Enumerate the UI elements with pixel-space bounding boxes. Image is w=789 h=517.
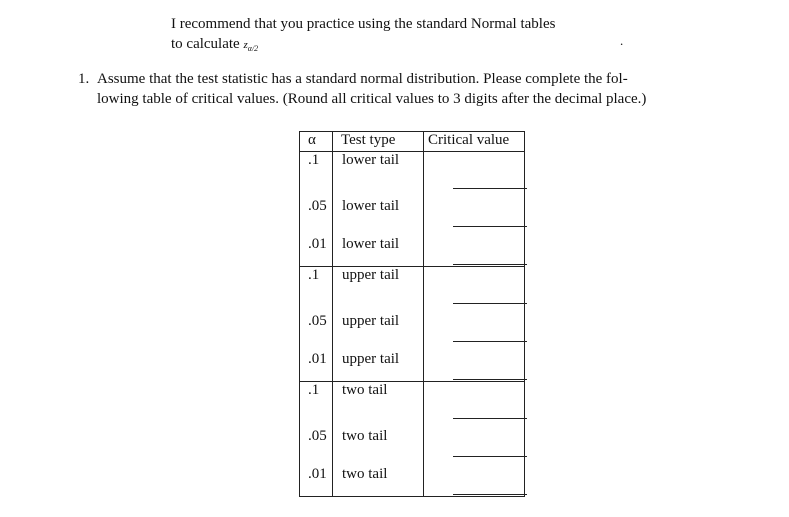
table-header-row	[300, 132, 525, 152]
row-critical-value[interactable]	[424, 382, 525, 421]
row-alpha: .05	[300, 305, 333, 343]
row-test-type: upper tail	[342, 267, 400, 283]
row-test-type: lower tail	[342, 152, 400, 168]
question-number: 1.	[78, 71, 90, 87]
table-row	[300, 458, 525, 497]
row-alpha: .01	[300, 343, 333, 382]
table-row	[300, 152, 525, 191]
row-alpha: .01	[300, 228, 333, 267]
row-alpha: .1	[300, 382, 333, 421]
row-test-type: two tail	[333, 458, 424, 497]
answer-blank[interactable]	[453, 188, 527, 189]
row-alpha: .01	[300, 458, 333, 497]
answer-blank[interactable]	[453, 264, 527, 265]
row-test-type: upper tail	[333, 343, 424, 382]
critical-values-table	[299, 131, 525, 497]
table-row	[300, 382, 525, 421]
table-row	[300, 267, 525, 306]
intro-line-1: I recommend that you practice using the standard Normal tables	[171, 16, 556, 32]
row-critical-value[interactable]	[424, 152, 525, 191]
z-subscript: α/2	[247, 44, 259, 53]
question-line-1: Assume that the test statistic has a standard normal distribution. Please complete the fol-	[97, 71, 628, 87]
answer-blank[interactable]	[453, 494, 527, 495]
z-symbol: z	[243, 39, 248, 51]
answer-blank[interactable]	[453, 456, 527, 457]
header-critical-value: Critical value	[424, 132, 525, 152]
row-alpha: .05	[300, 190, 333, 228]
trailing-mark: .	[620, 33, 624, 48]
row-alpha: .05	[300, 420, 333, 458]
table-row	[300, 343, 525, 382]
row-test-type: upper tail	[342, 313, 400, 329]
answer-blank[interactable]	[453, 303, 527, 304]
header-test-type: Test type	[333, 132, 424, 152]
row-test-type: two tail	[342, 428, 388, 444]
table-row	[300, 228, 525, 267]
row-test-type: lower tail	[333, 228, 424, 267]
row-critical-value[interactable]	[424, 458, 525, 497]
row-critical-value[interactable]	[424, 190, 525, 228]
row-critical-value[interactable]	[424, 267, 525, 306]
row-test-type: lower tail	[342, 198, 400, 214]
table-row	[300, 420, 525, 458]
row-critical-value[interactable]	[424, 228, 525, 267]
question-line-2: lowing table of critical values. (Round all critical values to 3 digits after the decimal place.)	[97, 91, 647, 107]
table-row	[300, 305, 525, 343]
row-test-type: two tail	[342, 382, 388, 398]
answer-blank[interactable]	[453, 341, 527, 342]
intro-line-2-prefix: to calculate	[171, 36, 240, 52]
z-alpha-half-symbol	[243, 36, 258, 52]
answer-blank[interactable]	[453, 418, 527, 419]
row-alpha: .1	[300, 267, 333, 306]
answer-blank[interactable]	[453, 226, 527, 227]
header-alpha: α	[300, 132, 333, 152]
answer-blank[interactable]	[453, 379, 527, 380]
row-critical-value[interactable]	[424, 420, 525, 458]
table-row	[300, 190, 525, 228]
row-critical-value[interactable]	[424, 305, 525, 343]
row-alpha: .1	[300, 152, 333, 191]
row-critical-value[interactable]	[424, 343, 525, 382]
intro-line-2	[171, 35, 258, 58]
